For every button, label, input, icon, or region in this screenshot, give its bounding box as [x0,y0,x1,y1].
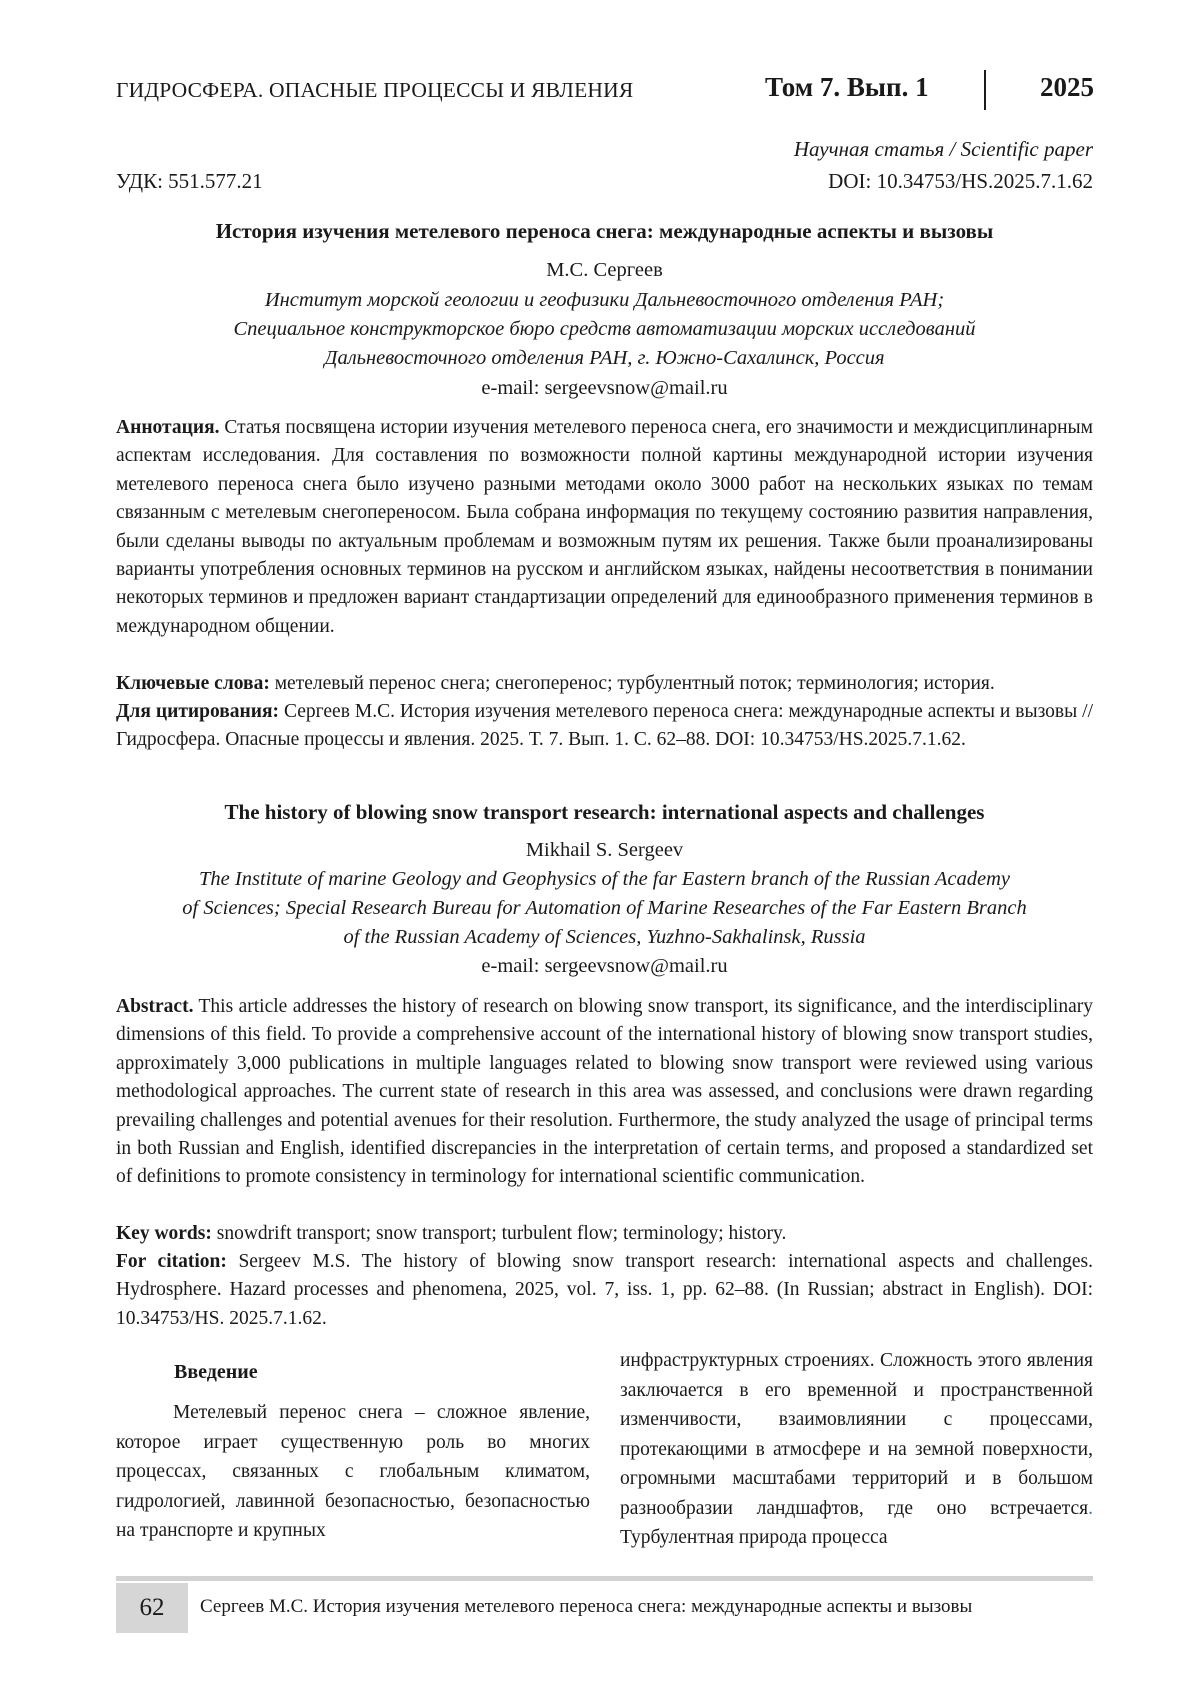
ru-title: История изучения метелевого переноса снега: международные аспекты и вызовы [215,219,994,243]
volume-issue: Том 7. Вып. 1 [765,72,929,102]
intro-heading: Введение [174,1361,258,1383]
ru-citation-label: Для цитирования: [116,701,280,722]
ru-abstract-label: Аннотация. [116,417,220,438]
en-abstract [116,993,1093,1192]
doi[interactable]: DOI: 10.34753/HS.2025.7.1.62 [828,169,1093,193]
page-number: 62 [116,1583,188,1633]
en-affiliation-line: The Institute of marine Geology and Geophysics of the far Eastern branch of the Russian Academy [199,868,1010,890]
ru-author: М.С. Сергеев [546,259,663,281]
journal-title: ГИДРОСФЕРА. ОПАСНЫЕ ПРОЦЕССЫ И ЯВЛЕНИЯ [116,78,634,102]
right-column-dot: . [1088,1497,1093,1519]
publication-year: 2025 [1040,72,1094,102]
ru-affiliation-line: Дальневосточного отделения РАН, г. Южно-Сахалинск, Россия [324,347,885,369]
en-affiliation-line: of the Russian Academy of Sciences, Yuzhno-Sakhalinsk, Russia [343,926,866,948]
en-citation-label: For citation: [116,1251,227,1272]
right-column-text [620,1346,1093,1553]
en-author: Mikhail S. Sergeev [525,839,684,861]
ru-citation [116,698,1093,755]
en-keywords [116,1220,1093,1248]
ru-abstract-text: Статья посвящена истории изучения метелевого переноса снега, его значимости и междисциплинарным аспектам исследования. Для составления по возможности полной картины международной истории изучения метелевого переноса снега было изучено разными методами около 3000 работ на нескольких языках по темам связанным с метелевым снегопереносом. Была собрана информация по текущему состоянию развития направления, были сделаны выводы по актуальным проблемам и возможным путям их решения. Также были проанализированы варианты употребления основных терминов на русском и английском языках, найдены несоответствия в понимании некоторых терминов и предложен вариант стандартизации определений для единообразного применения терминов в международном общении. [116,417,1093,637]
en-keywords-text: snowdrift transport; snow transport; turbulent flow; terminology; history. [216,1223,787,1244]
en-affiliation-line: of Sciences; Special Research Bureau for Automation of Marine Researches of the Far Eastern Branch [182,897,1027,919]
right-column-text-b: Турбулентная природа процесса [620,1527,888,1548]
article-type: Научная статья / Scientific paper [793,137,1093,161]
ru-abstract [116,414,1093,641]
ru-keywords-text: метелевый перенос снега; снегоперенос; турбулентный поток; терминология; история. [274,673,995,694]
en-abstract-text: This article addresses the history of research on blowing snow transport, its significance, and the interdisciplinary dimensions of this field. To provide a comprehensive account of the international history of blowing snow transport studies, approximately 3,000 publications in multiple languages related to blowing snow transport were reviewed using various methodological approaches. The current state of research in this area was assessed, and conclusions were drawn regarding prevailing challenges and potential avenues for their resolution. Furthermore, the study analyzed the usage of principal terms in both Russian and English, identified discrepancies in the interpretation of certain terms, and proposed a standardized set of definitions to promote consistency in terminology for international scientific communication. [116,996,1093,1188]
en-citation [116,1248,1093,1333]
en-citation-text: Sergeev M.S. The history of blowing snow transport research: international aspects and challenges. Hydrosphere. Hazard processes and phenomena, 2025, vol. 7, iss. 1, pp. 62–88. (In Russian; abstract in English). DOI: 10.34753/HS. 2025.7.1.62. [116,1251,1094,1329]
en-keywords-label: Key words: [116,1223,212,1244]
header-divider [984,70,986,110]
ru-affiliation-line: Институт морской геологии и геофизики Дальневосточного отделения РАН; [264,289,945,311]
left-column-text: Метелевый перенос снега – сложное явление, которое играет существенную роль во многих процессах, связанных с глобальным климатом, гидрологией, лавинной безопасностью, безопасностью на транспорте и крупных [116,1402,590,1541]
ru-email[interactable]: e-mail: sergeevsnow@mail.ru [481,377,728,399]
ru-keywords [116,670,1093,698]
ru-keywords-label: Ключевые слова: [116,673,270,694]
right-column-text-a: инфраструктурных строениях. Сложность этого явления заключается в его временной и пространственной изменчивости, взаимовлиянии с процессами, протекающими в атмосфере и на земной поверхности, огромными масштабами территорий и в большом разнообразии ландшафтов, где оно встречается [620,1350,1093,1519]
footer-rule [116,1576,1093,1581]
en-email[interactable]: e-mail: sergeevsnow@mail.ru [481,955,728,977]
running-title: Сергеев М.С. История изучения метелевого переноса снега: международные аспекты и вызовы [200,1596,973,1617]
udk-code: УДК: 551.577.21 [116,169,263,193]
en-title: The history of blowing snow transport research: international aspects and challenges [224,800,985,824]
ru-citation-text: Сергеев М.С. История изучения метелевого переноса снега: международные аспекты и вызовы // Гидросфера. Опасные процессы и явления. 2025. Т. 7. Вып. 1. С. 62–88. DOI: 10.34753/HS.2025.7.1.62. [116,701,1093,751]
en-abstract-label: Abstract. [116,996,194,1017]
ru-affiliation-line: Специальное конструкторское бюро средств автоматизации морских исследований [233,318,976,340]
